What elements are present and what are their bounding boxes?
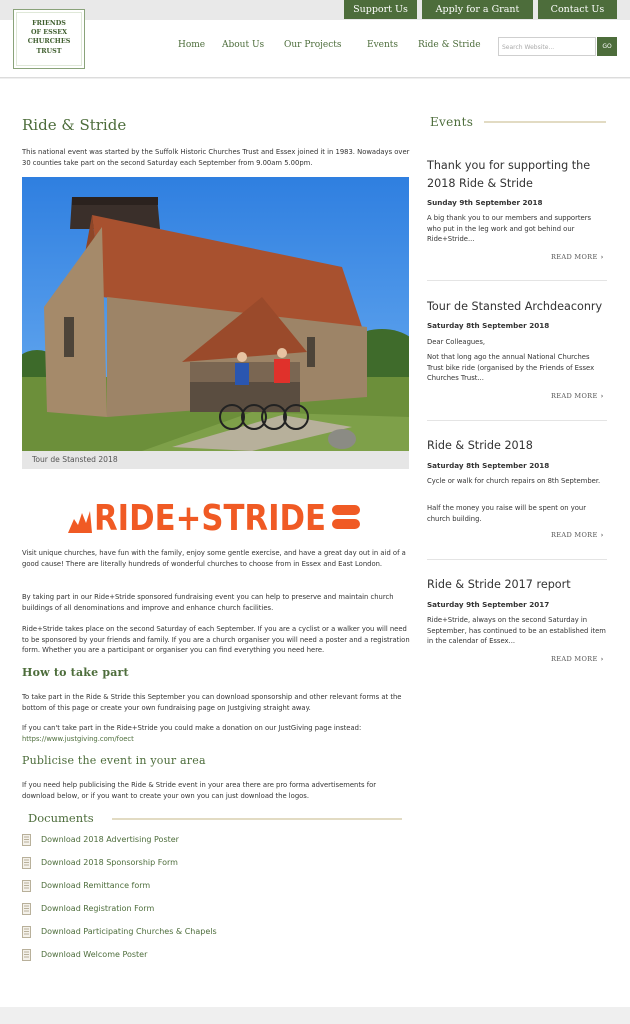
publicise-body: If you need help publicising the Ride & Stride event in your area there are pro forma advertisements for download below, or if you want to create your own you can just download the logos. xyxy=(22,781,377,800)
event-title[interactable]: Ride & Stride 2018 xyxy=(427,439,533,452)
document-link[interactable]: Download Registration Form xyxy=(41,904,155,913)
nav-ride-stride[interactable]: Ride & Stride xyxy=(418,40,481,50)
event-excerpt: Half the money you raise will be spent on your church building. xyxy=(427,504,586,523)
nav-about-us[interactable]: About Us xyxy=(222,40,265,50)
document-icon xyxy=(22,857,31,869)
logo-text: FRIENDS OF ESSEX CHURCHES TRUST xyxy=(27,19,71,55)
how-to-body-2: If you can't take part in the Ride+Stride you could make a donation on our JustGiving page instead: xyxy=(22,724,362,732)
how-to-take-part-heading: How to take part xyxy=(22,666,129,679)
document-link[interactable]: Download Participating Churches & Chapels xyxy=(41,927,217,936)
event-date: Saturday 9th September 2017 xyxy=(427,600,550,609)
apply-grant-button[interactable]: Apply for a Grant xyxy=(422,0,533,19)
event-divider xyxy=(427,280,607,281)
read-more-link[interactable]: READ MORE › xyxy=(551,655,604,663)
document-link[interactable]: Download 2018 Advertising Poster xyxy=(41,835,179,844)
document-icon xyxy=(22,834,31,846)
event-title[interactable]: Thank you for supporting the 2018 Ride & Stride xyxy=(427,159,591,190)
page-title: Ride & Stride xyxy=(22,116,127,134)
events-sidebar-heading: Events xyxy=(430,115,474,129)
event-excerpt: Ride+Stride, always on the second Saturday in September, has continued to be an established item in the calendar of Essex... xyxy=(427,616,606,646)
document-link[interactable]: Download Welcome Poster xyxy=(41,950,148,959)
search-go-button[interactable]: GO xyxy=(597,37,617,56)
nav-home[interactable]: Home xyxy=(178,40,206,50)
document-item[interactable] xyxy=(22,926,282,940)
document-link[interactable]: Download Remittance form xyxy=(41,881,151,890)
documents-divider xyxy=(112,818,402,820)
document-icon xyxy=(22,926,31,938)
chevron-right-icon: › xyxy=(600,253,604,261)
document-item[interactable] xyxy=(22,903,282,917)
search-input[interactable]: Search Website... xyxy=(498,37,596,56)
event-excerpt: Not that long ago the annual National Churches Trust bike ride (organised by the Friends of Essex Churches Trust... xyxy=(427,353,595,383)
event-title[interactable]: Tour de Stansted Archdeaconry xyxy=(427,300,603,313)
intro-body-3: Ride+Stride takes place on the second Saturday of each September. If you are a cyclist or a walker you will need to be sponsored by your friends and family. If you are a church organiser you will need a poster and a registration form. Whether you are a participant or organiser you can find everything you need here. xyxy=(22,625,410,654)
event-date: Sunday 9th September 2018 xyxy=(427,198,543,207)
events-heading-divider xyxy=(484,121,606,123)
intro-paragraph: This national event was started by the Suffolk Historic Churches Trust and Essex joined it in 1983. Nowadays over 30 counties take part on the second Saturday each September from 9.00am 5.00pm. xyxy=(22,148,410,167)
nav-events[interactable]: Events xyxy=(367,40,399,50)
photo-caption: Tour de Stansted 2018 xyxy=(32,455,118,464)
document-icon xyxy=(22,949,31,961)
event-excerpt: A big thank you to our members and supporters who put in the leg work and got behind our Ride+Stride... xyxy=(427,214,592,244)
ride-stride-logo-text: RIDE+STRIDE xyxy=(94,498,326,535)
publicise-heading: Publicise the event in your area xyxy=(22,754,206,767)
event-title[interactable]: Ride & Stride 2017 report xyxy=(427,578,571,591)
document-icon xyxy=(22,880,31,892)
footer-strip xyxy=(0,1007,630,1024)
site-header xyxy=(0,20,630,78)
document-link[interactable]: Download 2018 Sponsorship Form xyxy=(41,858,178,867)
event-divider xyxy=(427,559,607,560)
justgiving-link[interactable]: https://www.justgiving.com/foect xyxy=(22,735,134,743)
read-more-link[interactable]: READ MORE › xyxy=(551,531,604,539)
document-item[interactable] xyxy=(22,949,282,963)
support-us-button[interactable]: Support Us xyxy=(344,0,417,19)
event-date: Saturday 8th September 2018 xyxy=(427,461,550,470)
ride-stride-logo xyxy=(68,493,364,535)
chevron-right-icon: › xyxy=(600,655,604,663)
document-item[interactable] xyxy=(22,857,282,871)
documents-heading: Documents xyxy=(28,811,94,825)
event-date: Saturday 8th September 2018 xyxy=(427,321,550,330)
contact-us-button[interactable]: Contact Us xyxy=(538,0,617,19)
chevron-right-icon: › xyxy=(600,531,604,539)
how-to-body-1: To take part in the Ride & Stride this September you can download sponsorship and other relevant forms at the bottom of this page or create your own fundraising page on Justgiving straight away. xyxy=(22,693,402,712)
read-more-link[interactable]: READ MORE › xyxy=(551,392,604,400)
event-divider xyxy=(427,420,607,421)
document-item[interactable] xyxy=(22,880,282,894)
intro-body-2: By taking part in our Ride+Stride sponsored fundraising event you can help to preserve and maintain church buildings of all denominations and improve and enhance church facilities. xyxy=(22,593,394,612)
event-excerpt: Dear Colleagues, xyxy=(427,338,486,346)
church-photo xyxy=(22,177,409,451)
intro-body-1: Visit unique churches, have fun with the family, enjoy some gentle exercise, and have a great day out in aid of a good cause! There are literally hundreds of wonderful churches to choose from in Essex and East London. xyxy=(22,549,406,568)
document-icon xyxy=(22,903,31,915)
read-more-link[interactable]: READ MORE › xyxy=(551,253,604,261)
nav-our-projects[interactable]: Our Projects xyxy=(284,40,342,50)
document-item[interactable] xyxy=(22,834,282,848)
chevron-right-icon: › xyxy=(600,392,604,400)
event-excerpt: Cycle or walk for church repairs on 8th September. xyxy=(427,477,601,485)
top-utility-bar xyxy=(0,0,630,20)
site-logo[interactable] xyxy=(13,9,85,69)
